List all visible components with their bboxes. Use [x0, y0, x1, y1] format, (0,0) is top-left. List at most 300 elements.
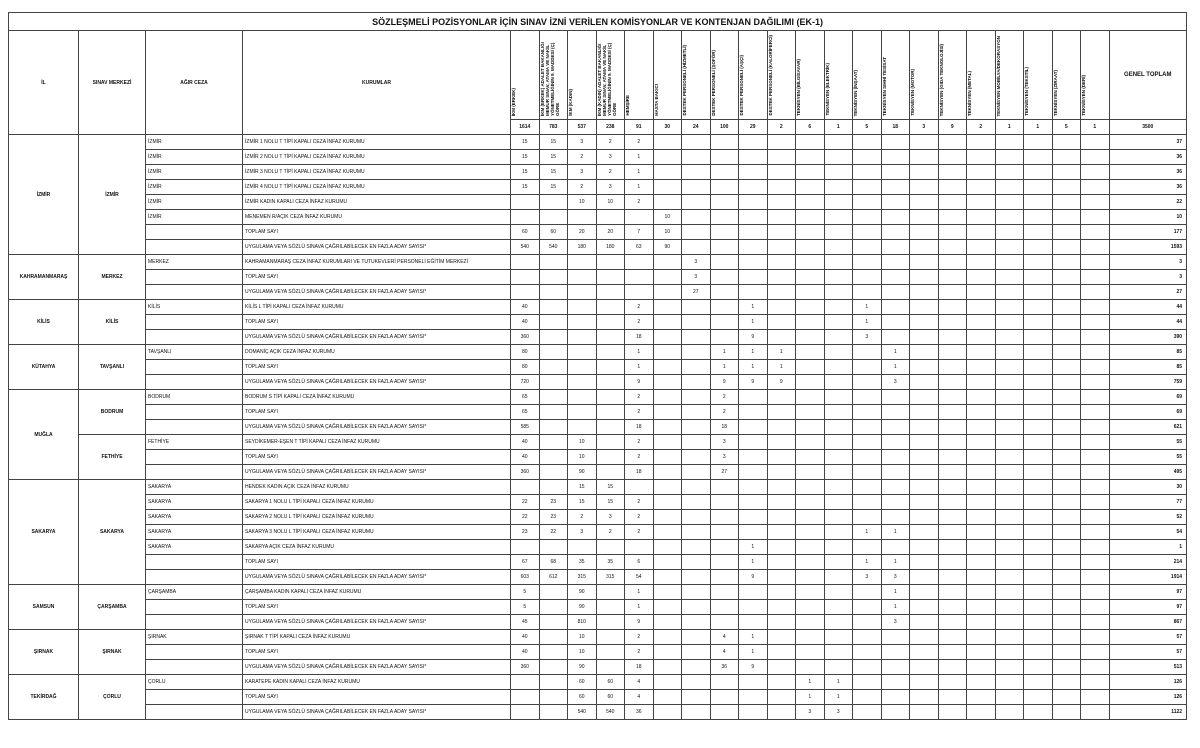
cell-value: 2 [625, 300, 654, 315]
cell-value [710, 495, 739, 510]
cell-value [1052, 675, 1081, 690]
cell-value: 1 [710, 360, 739, 375]
cell-value: 9 [625, 615, 654, 630]
cell-value: 1 [739, 345, 768, 360]
cell-value [995, 555, 1024, 570]
cell-value [539, 615, 568, 630]
cell-value: 2 [596, 135, 625, 150]
cell-value [739, 525, 768, 540]
cell-value [938, 555, 967, 570]
cell-value [853, 450, 882, 465]
cell-value [767, 315, 796, 330]
cell-genel-toplam: 513 [1109, 660, 1187, 675]
cell-value [710, 150, 739, 165]
cell-value [910, 240, 939, 255]
cell-value [881, 540, 910, 555]
cell-value [682, 210, 711, 225]
cell-value [910, 225, 939, 240]
cell-value: 1 [710, 345, 739, 360]
cell-value [938, 345, 967, 360]
cell-value [910, 480, 939, 495]
cell-value [767, 480, 796, 495]
cell-genel-toplam: 867 [1109, 615, 1187, 630]
cell-value [653, 450, 682, 465]
cell-value: 22 [539, 525, 568, 540]
cell-value [796, 600, 825, 615]
cell-value [710, 165, 739, 180]
cell-value [511, 270, 540, 285]
cell-value [539, 270, 568, 285]
cell-value: 15 [568, 495, 597, 510]
cell-value [938, 660, 967, 675]
header-position-label: İKM (ERKEK) [511, 87, 516, 116]
cell-value [511, 255, 540, 270]
cell-value [767, 270, 796, 285]
cell-value [539, 315, 568, 330]
cell-value [1024, 165, 1053, 180]
cell-value [796, 165, 825, 180]
cell-kurum: TOPLAM SAYI [243, 690, 511, 705]
cell-value [739, 270, 768, 285]
cell-value [767, 450, 796, 465]
cell-value [1024, 150, 1053, 165]
cell-value [682, 135, 711, 150]
cell-value [1052, 405, 1081, 420]
cell-value [881, 690, 910, 705]
cell-value: 1 [625, 585, 654, 600]
cell-value [767, 330, 796, 345]
cell-value [1052, 240, 1081, 255]
cell-value [653, 435, 682, 450]
cell-value: 2 [625, 315, 654, 330]
cell-value [853, 495, 882, 510]
cell-value [1024, 345, 1053, 360]
header-position [853, 31, 882, 120]
cell-sinav-merkezi: ÇARŞAMBA [79, 585, 146, 630]
cell-value [625, 210, 654, 225]
cell-value: 1 [625, 180, 654, 195]
cell-value: 2 [625, 510, 654, 525]
cell-value [881, 330, 910, 345]
cell-value [710, 180, 739, 195]
cell-value: 90 [568, 660, 597, 675]
cell-value [1081, 645, 1110, 660]
cell-value [1081, 600, 1110, 615]
cell-value [1052, 255, 1081, 270]
cell-value [1024, 585, 1053, 600]
cell-value [995, 405, 1024, 420]
cell-value [682, 375, 711, 390]
cell-value [539, 435, 568, 450]
cell-value [1081, 555, 1110, 570]
cell-value [1024, 615, 1053, 630]
cell-agir-ceza: MERKEZ [146, 255, 243, 270]
cell-value: 810 [568, 615, 597, 630]
cell-value [824, 420, 853, 435]
cell-kurum: KAHRAMANMARAŞ CEZA İNFAZ KURUMLARI VE TUTUKEVLERİ PERSONELİ EĞİTİM MERKEZİ [243, 255, 511, 270]
cell-value [881, 660, 910, 675]
cell-value: 2 [568, 150, 597, 165]
cell-value [1052, 525, 1081, 540]
cell-value [853, 615, 882, 630]
cell-value [995, 360, 1024, 375]
cell-value [853, 255, 882, 270]
cell-value: 40 [511, 435, 540, 450]
cell-value: 6 [625, 555, 654, 570]
cell-kurum: TOPLAM SAYI [243, 450, 511, 465]
cell-value [995, 270, 1024, 285]
cell-sinav-merkezi: İZMİR [79, 135, 146, 255]
cell-value [596, 345, 625, 360]
cell-value [824, 345, 853, 360]
cell-value: 9 [739, 570, 768, 585]
cell-value [824, 465, 853, 480]
cell-value: 9 [739, 330, 768, 345]
cell-value: 7 [625, 225, 654, 240]
position-total: 2 [967, 120, 996, 135]
cell-value [881, 480, 910, 495]
cell-value [1052, 360, 1081, 375]
cell-value [1052, 510, 1081, 525]
cell-value [739, 180, 768, 195]
cell-value [739, 690, 768, 705]
cell-value [710, 510, 739, 525]
cell-value [824, 555, 853, 570]
cell-genel-toplam: 214 [1109, 555, 1187, 570]
cell-genel-toplam: 52 [1109, 510, 1187, 525]
cell-value [682, 615, 711, 630]
cell-value: 1 [881, 525, 910, 540]
header-position-label: TEKNİSYEN (DERİ) [1081, 75, 1086, 116]
cell-value: 1 [824, 690, 853, 705]
header-position-label: TEKNİSYEN MOBİLYA/DEKORASYON [995, 35, 1001, 116]
cell-value: 1 [739, 630, 768, 645]
cell-value: 1 [767, 345, 796, 360]
cell-value [539, 540, 568, 555]
cell-value [1024, 255, 1053, 270]
cell-value [796, 150, 825, 165]
cell-value: 54 [625, 570, 654, 585]
cell-value: 540 [596, 705, 625, 720]
cell-value [682, 435, 711, 450]
cell-value [1052, 570, 1081, 585]
cell-agir-ceza: SAKARYA [146, 480, 243, 495]
cell-value [796, 570, 825, 585]
cell-agir-ceza: SAKARYA [146, 525, 243, 540]
cell-value [539, 345, 568, 360]
cell-value [995, 615, 1024, 630]
cell-genel-toplam: 69 [1109, 390, 1187, 405]
position-total: 783 [539, 120, 568, 135]
cell-value [1024, 660, 1053, 675]
cell-value [682, 585, 711, 600]
cell-value [539, 300, 568, 315]
position-total: 18 [881, 120, 910, 135]
cell-kurum: TOPLAM SAYI [243, 225, 511, 240]
cell-value [910, 465, 939, 480]
cell-value [1052, 480, 1081, 495]
table-row [9, 630, 1187, 645]
cell-value: 15 [568, 480, 597, 495]
table-row [9, 315, 1187, 330]
cell-value [853, 225, 882, 240]
cell-value [539, 195, 568, 210]
cell-genel-toplam: 10 [1109, 210, 1187, 225]
cell-value: 10 [653, 210, 682, 225]
cell-value [824, 360, 853, 375]
cell-value [739, 225, 768, 240]
header-position-label: TEKNİSYEN (BİLGİSAYAR) [796, 59, 801, 116]
cell-value [511, 675, 540, 690]
header-position [967, 31, 996, 120]
cell-value [1081, 345, 1110, 360]
cell-value [881, 495, 910, 510]
cell-value [625, 255, 654, 270]
cell-value [653, 195, 682, 210]
table-body [9, 135, 1187, 720]
cell-value: 180 [568, 240, 597, 255]
cell-value: 2 [710, 405, 739, 420]
cell-value [995, 135, 1024, 150]
cell-sinav-merkezi: ÇORLU [79, 675, 146, 720]
cell-value: 1 [625, 150, 654, 165]
cell-value [1052, 150, 1081, 165]
cell-value [967, 645, 996, 660]
cell-kurum: BODRUM S TİPİ KAPALI CEZA İNFAZ KURUMU [243, 390, 511, 405]
cell-value [853, 285, 882, 300]
cell-value [995, 390, 1024, 405]
cell-value [881, 645, 910, 660]
cell-kurum: İZMİR 3 NOLU T TİPİ KAPALI CEZA İNFAZ KURUMU [243, 165, 511, 180]
cell-value [796, 300, 825, 315]
cell-value [1081, 450, 1110, 465]
cell-value: 2 [596, 165, 625, 180]
cell-value: 3 [568, 165, 597, 180]
cell-value [682, 495, 711, 510]
cell-genel-toplam: 57 [1109, 645, 1187, 660]
cell-value [938, 225, 967, 240]
cell-value: 1 [881, 600, 910, 615]
cell-value [1081, 330, 1110, 345]
cell-genel-toplam: 85 [1109, 360, 1187, 375]
cell-value [539, 645, 568, 660]
cell-value [767, 690, 796, 705]
cell-kurum: TOPLAM SAYI [243, 645, 511, 660]
cell-genel-toplam: 36 [1109, 180, 1187, 195]
cell-value: 5 [511, 585, 540, 600]
header-position-label: DESTEK PERSONELİ (AŞÇI) [739, 55, 744, 116]
cell-value [1024, 435, 1053, 450]
cell-value [995, 420, 1024, 435]
cell-value [739, 450, 768, 465]
table-row [9, 465, 1187, 480]
cell-value: 67 [511, 555, 540, 570]
cell-value [995, 660, 1024, 675]
cell-value: 1 [739, 540, 768, 555]
header-position [881, 31, 910, 120]
cell-value [938, 360, 967, 375]
cell-value: 9 [739, 375, 768, 390]
cell-value [967, 330, 996, 345]
cell-value [824, 375, 853, 390]
cell-value [1081, 285, 1110, 300]
cell-value: 3 [853, 330, 882, 345]
table-row [9, 450, 1187, 465]
cell-value [938, 525, 967, 540]
header-position-label: İKM (ERKEK) ADALET BAKANLIĞI MEMUR SINAV, ATAMA VE NAKİL YÖNETMELİĞİNİN 9. MADDESİ (Ç) GÖRE [539, 42, 560, 116]
cell-value: 540 [568, 705, 597, 720]
cell-value [682, 315, 711, 330]
cell-kurum: UYGULAMA VEYA SÖZLÜ SINAVA ÇAĞRILABİLECEK EN FAZLA ADAY SAYISI* [243, 330, 511, 345]
cell-value: 3 [682, 270, 711, 285]
table-row [9, 555, 1187, 570]
cell-value [967, 150, 996, 165]
cell-value: 40 [511, 645, 540, 660]
cell-value [596, 375, 625, 390]
header-position [824, 31, 853, 120]
cell-value [1081, 270, 1110, 285]
cell-genel-toplam: 126 [1109, 690, 1187, 705]
cell-value: 2 [625, 525, 654, 540]
cell-genel-toplam: 97 [1109, 585, 1187, 600]
table-row [9, 345, 1187, 360]
cell-agir-ceza: İZMİR [146, 195, 243, 210]
cell-value [881, 450, 910, 465]
cell-value [967, 405, 996, 420]
cell-value [824, 270, 853, 285]
cell-value [568, 255, 597, 270]
cell-value [1081, 540, 1110, 555]
cell-value [1081, 660, 1110, 675]
table-row [9, 585, 1187, 600]
cell-value [653, 165, 682, 180]
cell-value [1052, 495, 1081, 510]
cell-value [910, 300, 939, 315]
cell-value [739, 405, 768, 420]
cell-value [824, 150, 853, 165]
cell-value [995, 675, 1024, 690]
cell-value [767, 390, 796, 405]
cell-value: 9 [767, 375, 796, 390]
cell-value [853, 405, 882, 420]
table-row [9, 660, 1187, 675]
cell-value: 2 [625, 195, 654, 210]
cell-value [938, 330, 967, 345]
table-row [9, 390, 1187, 405]
cell-value [596, 465, 625, 480]
cell-value [682, 420, 711, 435]
cell-value: 9 [710, 375, 739, 390]
cell-value [853, 360, 882, 375]
cell-value [1081, 225, 1110, 240]
cell-value [967, 270, 996, 285]
cell-value [910, 150, 939, 165]
cell-value [682, 360, 711, 375]
cell-il: TEKİRDAĞ [9, 675, 79, 720]
cell-value [568, 390, 597, 405]
cell-value [938, 135, 967, 150]
cell-value [653, 615, 682, 630]
cell-value [1052, 435, 1081, 450]
cell-value [995, 255, 1024, 270]
cell-value: 20 [568, 225, 597, 240]
cell-kurum: SAKARYA 3 NOLU L TİPİ KAPALI CEZA İNFAZ KURUMU [243, 525, 511, 540]
cell-value [824, 480, 853, 495]
cell-agir-ceza: ÇARŞAMBA [146, 585, 243, 600]
cell-genel-toplam: 85 [1109, 345, 1187, 360]
cell-value [824, 495, 853, 510]
cell-value [938, 705, 967, 720]
cell-value [1081, 705, 1110, 720]
cell-value: 1 [853, 555, 882, 570]
position-total: 3 [910, 120, 939, 135]
cell-value [682, 705, 711, 720]
cell-value [1052, 285, 1081, 300]
cell-value: 27 [710, 465, 739, 480]
header-position [539, 31, 568, 120]
table-row [9, 195, 1187, 210]
cell-value [1024, 480, 1053, 495]
document-page [8, 12, 1186, 720]
cell-value [853, 435, 882, 450]
cell-value: 10 [568, 195, 597, 210]
cell-value [853, 210, 882, 225]
cell-value: 3 [596, 510, 625, 525]
cell-agir-ceza [146, 405, 243, 420]
cell-kurum: TOPLAM SAYI [243, 360, 511, 375]
table-row [9, 495, 1187, 510]
position-total: 1 [1024, 120, 1053, 135]
cell-value [881, 630, 910, 645]
cell-value [625, 270, 654, 285]
header-position [1024, 31, 1053, 120]
cell-value [824, 240, 853, 255]
cell-value [881, 705, 910, 720]
cell-value [796, 315, 825, 330]
cell-value [853, 585, 882, 600]
cell-value [910, 330, 939, 345]
cell-value: 1 [881, 585, 910, 600]
cell-value [596, 645, 625, 660]
cell-kurum: UYGULAMA VEYA SÖZLÜ SINAVA ÇAĞRILABİLECEK EN FAZLA ADAY SAYISI* [243, 570, 511, 585]
cell-value [995, 180, 1024, 195]
table-row [9, 240, 1187, 255]
cell-value [910, 210, 939, 225]
cell-kurum: TOPLAM SAYI [243, 600, 511, 615]
cell-value [824, 600, 853, 615]
cell-value [910, 615, 939, 630]
cell-genel-toplam: 1593 [1109, 240, 1187, 255]
cell-value [967, 630, 996, 645]
cell-value [682, 555, 711, 570]
cell-value [967, 390, 996, 405]
cell-agir-ceza [146, 270, 243, 285]
cell-value: 2 [625, 135, 654, 150]
table-row [9, 150, 1187, 165]
cell-value [995, 480, 1024, 495]
position-total: 1 [995, 120, 1024, 135]
cell-value: 1 [824, 675, 853, 690]
cell-value [739, 165, 768, 180]
cell-value [568, 285, 597, 300]
cell-value [824, 225, 853, 240]
cell-value [995, 600, 1024, 615]
cell-value [910, 645, 939, 660]
cell-value [967, 450, 996, 465]
cell-value [1024, 420, 1053, 435]
table-row [9, 645, 1187, 660]
cell-value [824, 585, 853, 600]
